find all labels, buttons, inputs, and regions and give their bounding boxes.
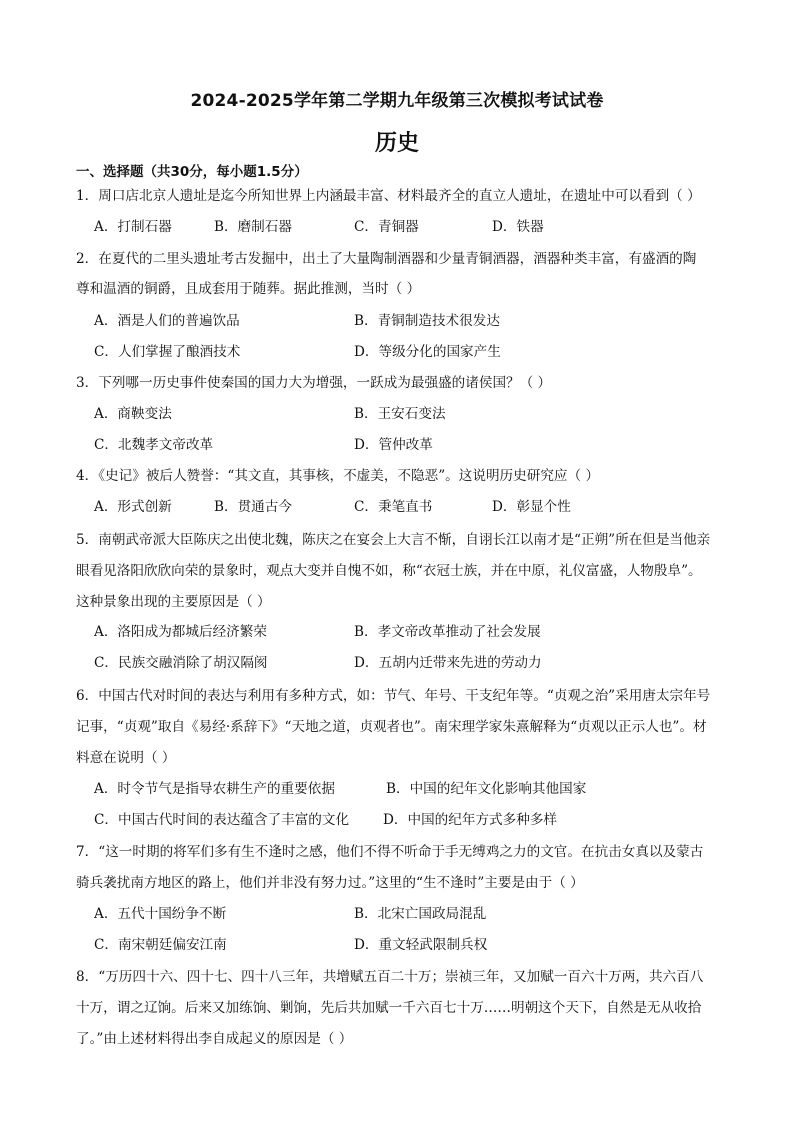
question-5-line-3: 这种景象出现的主要原因是（ ） xyxy=(76,594,271,610)
question-8-line-3: 了。”由上述材料得出李自成起义的原因是（ ） xyxy=(76,1031,353,1047)
q4-option-a[interactable]: A．形式创新 xyxy=(94,499,172,515)
q4-option-b[interactable]: B．贯通古今 xyxy=(214,499,292,515)
q3-option-a[interactable]: A．商鞅变法 xyxy=(94,406,172,422)
question-5-line-2: 眼看见洛阳欣欣向荣的景象时，观点大变并自愧不如，称“衣冠士族，并在中原，礼仪富盛，人物殷阜”。 xyxy=(76,563,702,579)
question-3-line-1: 3．下列哪一历史事件使秦国的国力大为增强，一跃成为最强盛的诸侯国？（ ） xyxy=(76,375,552,391)
question-6-line-2: 记事，“贞观”取自《易经·系辞下》“天地之道，贞观者也”。南宋理学家朱熹解释为“贞观以正示人也”。材 xyxy=(76,719,707,735)
q6-option-a[interactable]: A．时令节气是指导农耕生产的重要依据 xyxy=(94,781,335,797)
q2-option-c[interactable]: C．人们掌握了酿酒技术 xyxy=(94,344,241,360)
q4-option-c[interactable]: C．秉笔直书 xyxy=(354,499,433,515)
question-2-line-1: 2．在夏代的二里头遗址考古发掘中，出土了大量陶制酒器和少量青铜酒器，酒器种类丰富，有盛酒的陶 xyxy=(76,251,697,267)
q7-option-b[interactable]: B．北宋亡国政局混乱 xyxy=(354,906,487,922)
q2-option-b[interactable]: B．青铜制造技术很发达 xyxy=(354,313,500,329)
q3-option-b[interactable]: B．王安石变法 xyxy=(354,406,446,422)
q2-option-d[interactable]: D．等级分化的国家产生 xyxy=(354,344,501,360)
q6-option-c[interactable]: C．中国古代时间的表达蕴含了丰富的文化 xyxy=(94,812,350,828)
q2-option-a[interactable]: A．酒是人们的普遍饮品 xyxy=(94,313,240,329)
q3-option-c[interactable]: C．北魏孝文帝改革 xyxy=(94,437,214,453)
q3-option-d[interactable]: D．管仲改革 xyxy=(354,437,433,453)
question-1-line-1: 1．周口店北京人遗址是迄今所知世界上内涵最丰富、材料最齐全的直立人遗址，在遗址中可以看到（ ） xyxy=(76,188,701,204)
question-2-line-2: 尊和温酒的铜爵，且成套用于随葬。据此推测，当时（ ） xyxy=(76,281,421,297)
question-5-line-1: 5．南朝武帝派大臣陈庆之出使北魏，陈庆之在宴会上大言不惭，自诩长江以南才是“正朔”所在但是当他亲 xyxy=(76,532,711,548)
question-4-line-1: 4．《史记》被后人赞誉：“其文直，其事核，不虚美，不隐恶”。这说明历史研究应（ ） xyxy=(76,468,600,484)
exam-title: 2024-2025学年第二学期九年级第三次模拟考试试卷 xyxy=(190,91,604,111)
q1-option-b[interactable]: B．磨制石器 xyxy=(214,219,292,235)
q7-option-a[interactable]: A．五代十国纷争不断 xyxy=(94,906,227,922)
q5-option-a[interactable]: A．洛阳成为都城后经济繁荣 xyxy=(94,624,267,640)
q5-option-d[interactable]: D．五胡内迁带来先进的劳动力 xyxy=(354,655,542,671)
q4-option-d[interactable]: D．彰显个性 xyxy=(492,499,571,515)
q1-option-a[interactable]: A．打制石器 xyxy=(94,219,172,235)
q1-option-d[interactable]: D．铁器 xyxy=(492,219,544,235)
q7-option-c[interactable]: C．南宋朝廷偏安江南 xyxy=(94,937,227,953)
section-heading: 一、选择题（共30分，每小题1.5分） xyxy=(76,164,308,180)
question-8-line-1: 8．“万历四十六、四十七、四十八三年，共增赋五百二十万；崇祯三年，又加赋一百六十万两，共六百八 xyxy=(76,969,704,985)
q1-option-c[interactable]: C．青铜器 xyxy=(354,219,419,235)
subject-title: 历史 xyxy=(374,131,419,156)
question-6-line-1: 6．中国古代对时间的表达与利用有多种方式，如：节气、年号、干支纪年等。“贞观之治”采用唐太宗年号 xyxy=(76,688,711,704)
q5-option-b[interactable]: B．孝文帝改革推动了社会发展 xyxy=(354,624,541,640)
q5-option-c[interactable]: C．民族交融消除了胡汉隔阂 xyxy=(94,655,268,671)
q6-option-d[interactable]: D．中国的纪年方式多种多样 xyxy=(383,812,558,828)
question-7-line-1: 7．“这一时期的将军们多有生不逢时之感，他们不得不听命于手无缚鸡之力的文官。在抗击女真以及蒙古 xyxy=(76,844,704,860)
question-6-line-3: 料意在说明（ ） xyxy=(76,750,176,766)
question-7-line-2: 骑兵袭扰南方地区的路上，他们并非没有努力过。”这里的“生不逢时”主要是由于（ ） xyxy=(76,875,584,891)
question-8-line-2: 十万，谓之辽饷。后来又加练饷、剿饷，先后共加赋一千六百七十万……明朝这个天下，自然是无从收拾 xyxy=(76,1000,702,1016)
q7-option-d[interactable]: D．重文轻武限制兵权 xyxy=(354,937,488,953)
q6-option-b[interactable]: B．中国的纪年文化影响其他国家 xyxy=(386,781,587,797)
